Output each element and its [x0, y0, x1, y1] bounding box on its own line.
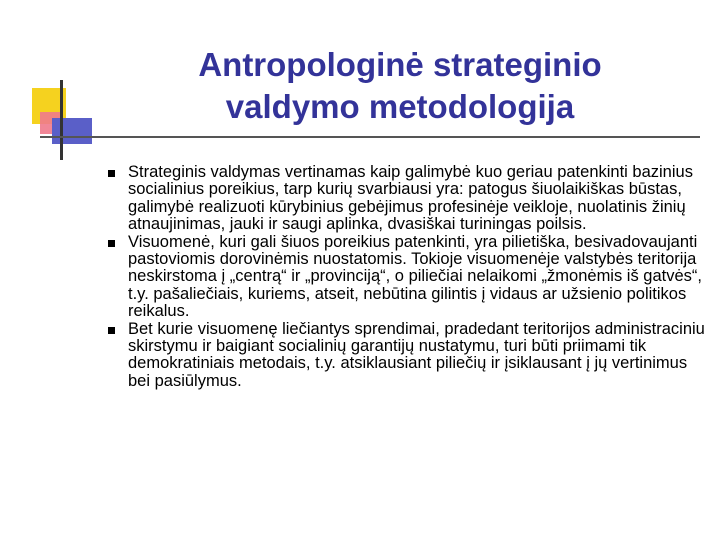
slide-title: Antropologinė strateginio valdymo metodologija	[198, 46, 602, 125]
bullet-list	[108, 164, 708, 390]
title-divider-line	[40, 136, 700, 138]
bullet-item	[108, 234, 708, 321]
bullet-text: Strateginis valdymas vertinamas kaip galimybė kuo geriau patenkinti bazinius socialinius poreikius, tarp kurių svarbiausi yra: patogus šiuolaikiškas būstas, galimybė realizuoti kūrybinius gebėjimus profesinėje veikloje, nuolatinis žinių atnaujinimas, jauki ir saugi aplinka, dvasiškai turiningas poilsis.	[128, 163, 693, 234]
bullet-item	[108, 164, 708, 234]
decor-blue-square	[52, 118, 92, 144]
bullet-text: Bet kurie visuomenę liečiantys sprendimai, pradedant teritorijos administraciniu skirstymu ir baigiant socialinių garantijų nustatymu, turi būti priimami tik demokratiniais metodais, t.y. atsiklausiant piliečių ir įsiklausant į jų vertinimus bei pasiūlymus.	[128, 319, 705, 390]
bullet-item	[108, 321, 708, 391]
bullet-text: Visuomenė, kuri gali šiuos poreikius patenkinti, yra pilietiška, besivadovaujanti pastoviomis dorovinėmis nuostatomis. Tokioje visuomenėje valstybės teritorija neskirstoma į „centrą“ ir „provinciją“, o piliečiai nelaikomi „žmonėmis iš gatvės“, t.y. pašaliečiais, kuriems, atseit, nebūtina gilintis į vidaus ar užsienio politikos reikalus.	[128, 232, 703, 321]
square-bullet-icon	[108, 240, 115, 247]
square-bullet-icon	[108, 170, 115, 177]
decor-vertical-line	[60, 80, 63, 160]
square-bullet-icon	[108, 327, 115, 334]
